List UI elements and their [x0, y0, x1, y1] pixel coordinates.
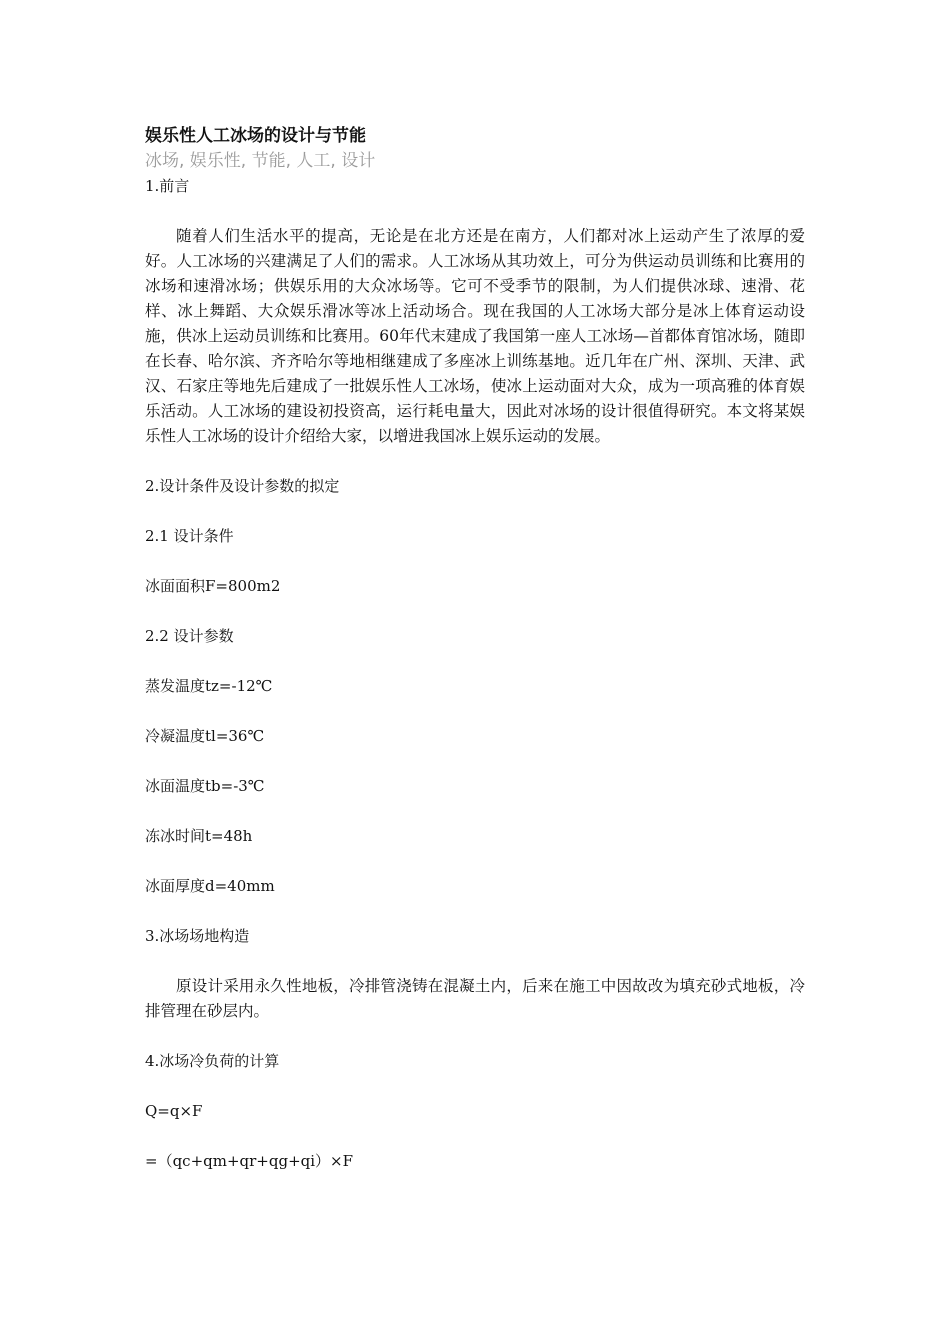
evaporation-temp-line: 蒸发温度tz=-12℃ — [145, 677, 273, 695]
condensation-temp-line: 冷凝温度tl=36℃ — [145, 727, 265, 745]
formula-line-1: Q=q×F — [145, 1102, 203, 1120]
structure-paragraph: 原设计采用永久性地板，冷排管浇铸在混凝土内，后来在施工中因故改为填充砂式地板，冷排管理在砂层内。 — [145, 977, 805, 1020]
ice-area-line: 冰面面积F=800m2 — [145, 577, 281, 595]
ice-thickness-line: 冰面厚度d=40mm — [145, 877, 275, 895]
keywords-line: 冰场, 娱乐性, 节能, 人工, 设计 — [145, 151, 376, 171]
document-title: 娱乐性人工冰场的设计与节能 — [145, 126, 366, 146]
design-heading: 2.设计条件及设计参数的拟定 — [145, 477, 340, 495]
params-heading: 2.2 设计参数 — [145, 627, 234, 645]
intro-paragraph: 随着人们生活水平的提高，无论是在北方还是在南方，人们都对冰上运动产生了浓厚的爱好。人工冰场的兴建满足了人们的需求。人工冰场从其功效上，可分为供运动员训练和比赛用的冰场和速滑冰场；供娱乐用的大众冰场等。它可不受季节的限制，为人们提供冰球、速滑、花样、冰上舞蹈、大众娱乐滑冰等冰上活动场合。现在我国的人工冰场大部分是冰上体育运动设施，供冰上运动员训练和比赛用。60年代末建成了我国第一座人工冰场—首都体育馆冰场，随即在长春、哈尔滨、齐齐哈尔等地相继建成了多座冰上训练基地。近几年在广州、深圳、天津、武汉、石家庄等地先后建成了一批娱乐性人工冰场，使冰上运动面对大众，成为一项高雅的体育娱乐活动。人工冰场的建设初投资高，运行耗电量大，因此对冰场的设计很值得研究。本文将某娱乐性人工冰场的设计介绍给大家，以增进我国冰上娱乐运动的发展。 — [145, 227, 805, 445]
freeze-time-line: 冻冰时间t=48h — [145, 827, 253, 845]
conditions-heading: 2.1 设计条件 — [145, 527, 234, 545]
structure-heading: 3.冰场场地构造 — [145, 927, 250, 945]
formula-line-2: =（qc+qm+qr+qg+qi）×F — [145, 1152, 354, 1170]
ice-temp-line: 冰面温度tb=-3℃ — [145, 777, 265, 795]
load-heading: 4.冰场冷负荷的计算 — [145, 1052, 280, 1070]
intro-heading: 1.前言 — [145, 177, 190, 195]
document-page — [145, 124, 805, 1174]
